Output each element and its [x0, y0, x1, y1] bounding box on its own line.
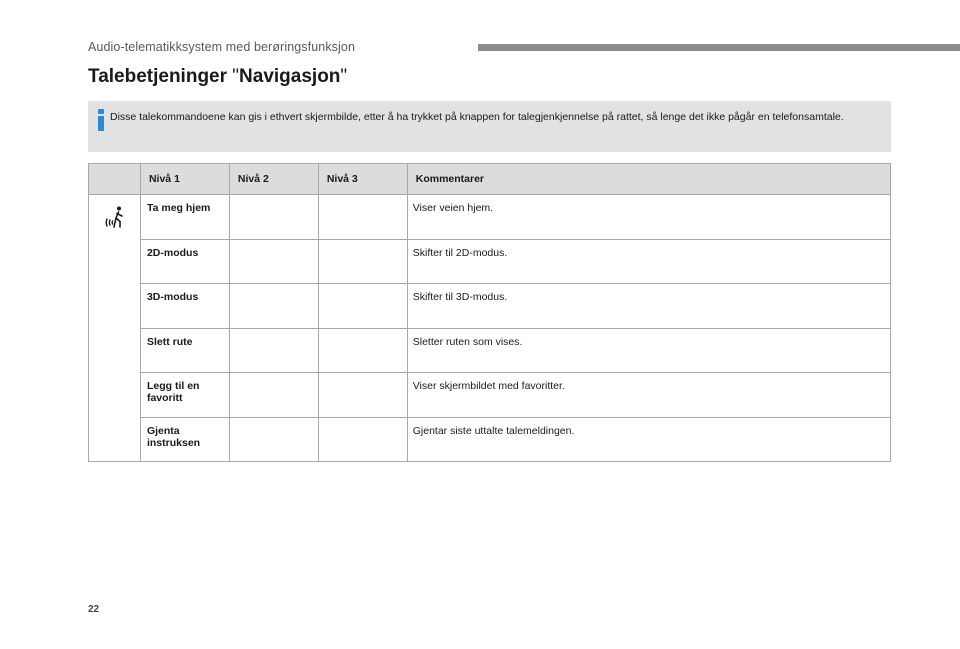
- row-comment: Viser skjermbildet med favoritter.: [407, 373, 890, 418]
- row-level-3: [318, 373, 407, 418]
- row-level-2: [229, 239, 318, 284]
- info-icon: [96, 109, 106, 131]
- table-row: [89, 373, 891, 418]
- header-level-1: Nivå 1: [140, 164, 229, 195]
- row-level-3: [318, 239, 407, 284]
- voice-icon-cell: [89, 195, 141, 462]
- voice-command-icon: [103, 205, 127, 229]
- row-comment: Gjentar siste uttalte talemeldingen.: [407, 417, 890, 462]
- row-comment: Viser veien hjem.: [407, 195, 890, 240]
- page-title-main: Talebetjeninger: [88, 66, 233, 87]
- page-number: 22: [88, 604, 100, 615]
- title-quote-open: ": [232, 66, 240, 87]
- row-comment: Skifter til 2D-modus.: [407, 239, 890, 284]
- header-icon-col: [89, 164, 141, 195]
- row-level-3: [318, 284, 407, 329]
- row-comment: Skifter til 3D-modus.: [407, 284, 890, 329]
- table-header-row: [89, 164, 891, 195]
- row-level-3: [318, 328, 407, 373]
- row-level-1: Legg til en favoritt: [140, 373, 229, 418]
- page-title-quoted: Navigasjon: [239, 66, 341, 87]
- page-title: [88, 66, 347, 88]
- row-level-2: [229, 373, 318, 418]
- row-level-1: Gjenta instruksen: [140, 417, 229, 462]
- row-level-2: [229, 195, 318, 240]
- row-level-2: [229, 284, 318, 329]
- row-level-3: [318, 195, 407, 240]
- table-row: [89, 417, 891, 462]
- row-level-1: Slett rute: [140, 328, 229, 373]
- table-row: [89, 284, 891, 329]
- header-comments: Kommentarer: [407, 164, 890, 195]
- row-level-1: 2D-modus: [140, 239, 229, 284]
- header-level-2: Nivå 2: [229, 164, 318, 195]
- row-level-3: [318, 417, 407, 462]
- table-row: [89, 239, 891, 284]
- row-level-2: [229, 417, 318, 462]
- table-row: [89, 195, 891, 240]
- info-text: Disse talekommandoene kan gis i ethvert skjermbilde, etter å ha trykket på knappen for talegjenkjennelse på rattet, så lenge det ikke pågår en telefonsamtale.: [110, 111, 844, 123]
- row-level-2: [229, 328, 318, 373]
- row-comment: Sletter ruten som vises.: [407, 328, 890, 373]
- info-box: [88, 101, 891, 152]
- row-level-1: 3D-modus: [140, 284, 229, 329]
- running-head: Audio-telematikksystem med berøringsfunksjon: [88, 40, 356, 54]
- voice-commands-table: [88, 163, 891, 462]
- table-row: [89, 328, 891, 373]
- header-level-3: Nivå 3: [318, 164, 407, 195]
- header-bar: [478, 44, 960, 51]
- title-quote-close: ": [340, 66, 348, 87]
- row-level-1: Ta meg hjem: [140, 195, 229, 240]
